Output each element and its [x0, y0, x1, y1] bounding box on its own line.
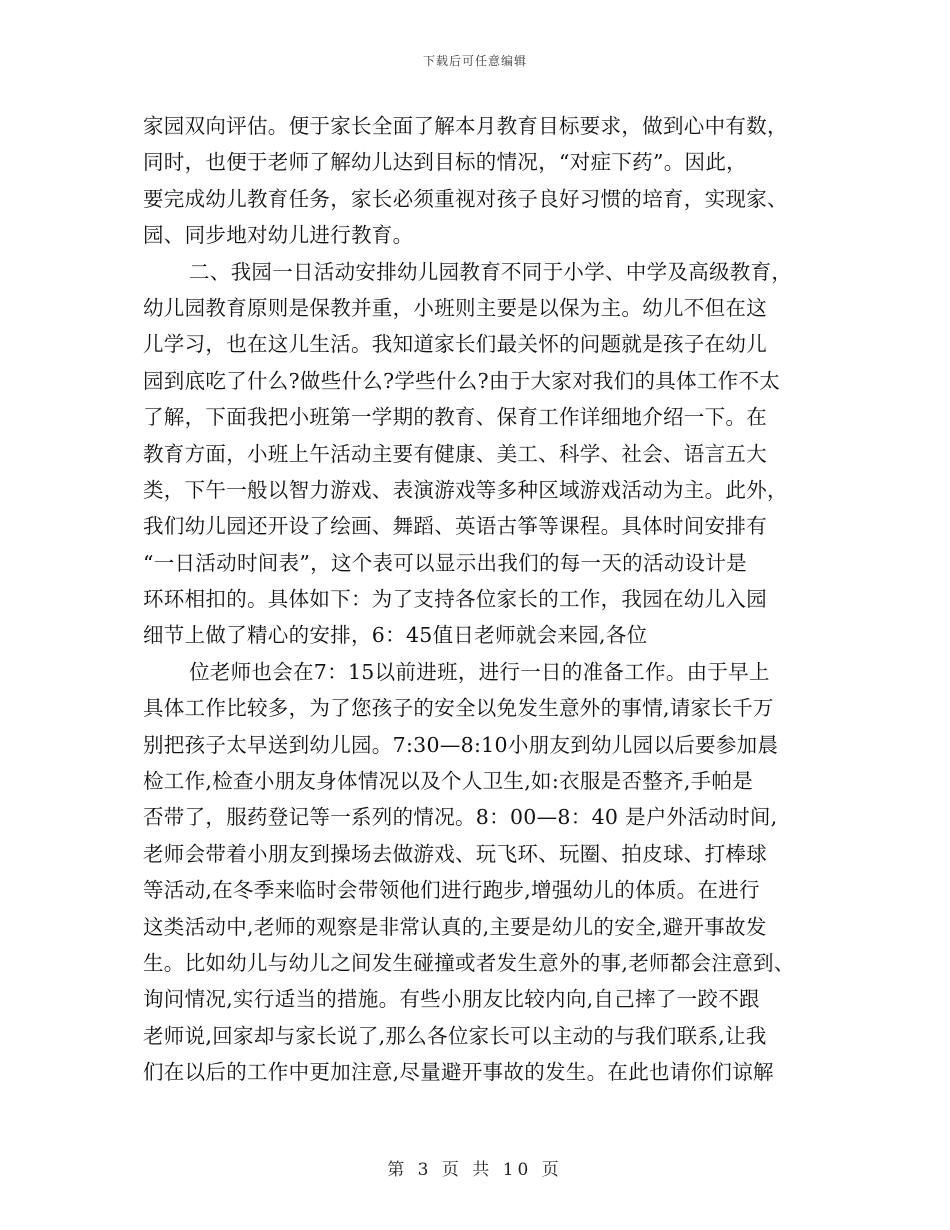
- page-number-footer: 第 3 页 共 10 页: [387, 1160, 563, 1180]
- body-line: 们在以后的工作中更加注意,尽量避开事故的发生。在此也请你们谅解: [143, 1060, 774, 1085]
- body-line: 幼儿园教育原则是保教并重，小班则主要是以保为主。幼儿不但在这: [143, 295, 767, 320]
- body-line: 了解，下面我把小班第一学期的教育、保育工作详细地介绍一下。在: [143, 405, 767, 430]
- body-line: 家园双向评估。便于家长全面了解本月教育目标要求，做到心中有数，: [143, 114, 788, 138]
- body-line: 这类活动中,老师的观察是非常认真的,主要是幼儿的安全,避开事故发: [143, 914, 767, 939]
- page-header: 下载后可任意编辑: [422, 54, 527, 68]
- body-line: 询问情况,实行适当的措施。有些小朋友比较内向,自己摔了一跤不跟: [143, 987, 760, 1012]
- body-line: 我们幼儿园还开设了绘画、舞蹈、英语古筝等课程。具体时间安排有: [143, 514, 767, 539]
- body-line: 检工作,检查小朋友身体情况以及个人卫生,如:衣服是否整齐,手帕是: [143, 769, 754, 794]
- body-line: 老师说,回家却与家长说了,那么各位家长可以主动的与我们联系,让我: [143, 1023, 767, 1048]
- body-line: 类，下午一般以智力游戏、表演游戏等多种区域游戏活动为主。此外，: [143, 477, 788, 502]
- body-line: 园、同步地对幼儿进行教育。: [143, 223, 414, 248]
- body-line: 生。比如幼儿与幼儿之间发生碰撞或者发生意外的事,老师都会注意到、: [143, 950, 795, 975]
- paragraph-start-line: 位老师也会在7：15以前进班，进行一日的准备工作。由于早上: [189, 659, 770, 684]
- body-line: 要完成幼儿教育任务，家长必须重视对孩子良好习惯的培育，实现家、: [143, 186, 788, 211]
- body-line: 教育方面，小班上午活动主要有健康、美工、科学、社会、语言五大: [143, 441, 767, 466]
- body-line: 否带了，服药登记等一系列的情况。8：00—8：40 是户外活动时间,: [143, 805, 778, 830]
- body-line: 同时，也便于老师了解幼儿达到目标的情况，“对症下药”。因此，: [143, 150, 747, 175]
- body-line: 老师会带着小朋友到操场去做游戏、玩飞环、玩圈、拍皮球、打棒球: [143, 841, 767, 866]
- body-line: 细节上做了精心的安排，6：45值日老师就会来园,各位: [143, 623, 648, 648]
- body-line: 儿学习，也在这儿生活。我知道家长们最关怀的问题就是孩子在幼儿: [143, 332, 767, 357]
- body-line: 别把孩子太早送到幼儿园。7:30—8:10小朋友到幼儿园以后要参加晨: [143, 732, 779, 757]
- body-line: 等活动,在冬季来临时会带领他们进行跑步,增强幼儿的体质。在进行: [143, 878, 760, 903]
- body-line: 环环相扣的。具体如下：为了支持各位家长的工作，我园在幼儿入园: [143, 587, 767, 612]
- document-body: [143, 108, 823, 1091]
- body-line: 园到底吃了什么?做些什么?学些什么?由于大家对我们的具体工作不太: [143, 368, 781, 393]
- body-line: “一日活动时间表”，这个表可以显示出我们的每一天的活动设计是: [143, 550, 747, 575]
- body-line: 具体工作比较多，为了您孩子的安全以免发生意外的事情,请家长千万: [143, 696, 774, 721]
- paragraph-start-line: 二、我园一日活动安排幼儿园教育不同于小学、中学及高级教育，: [189, 259, 793, 284]
